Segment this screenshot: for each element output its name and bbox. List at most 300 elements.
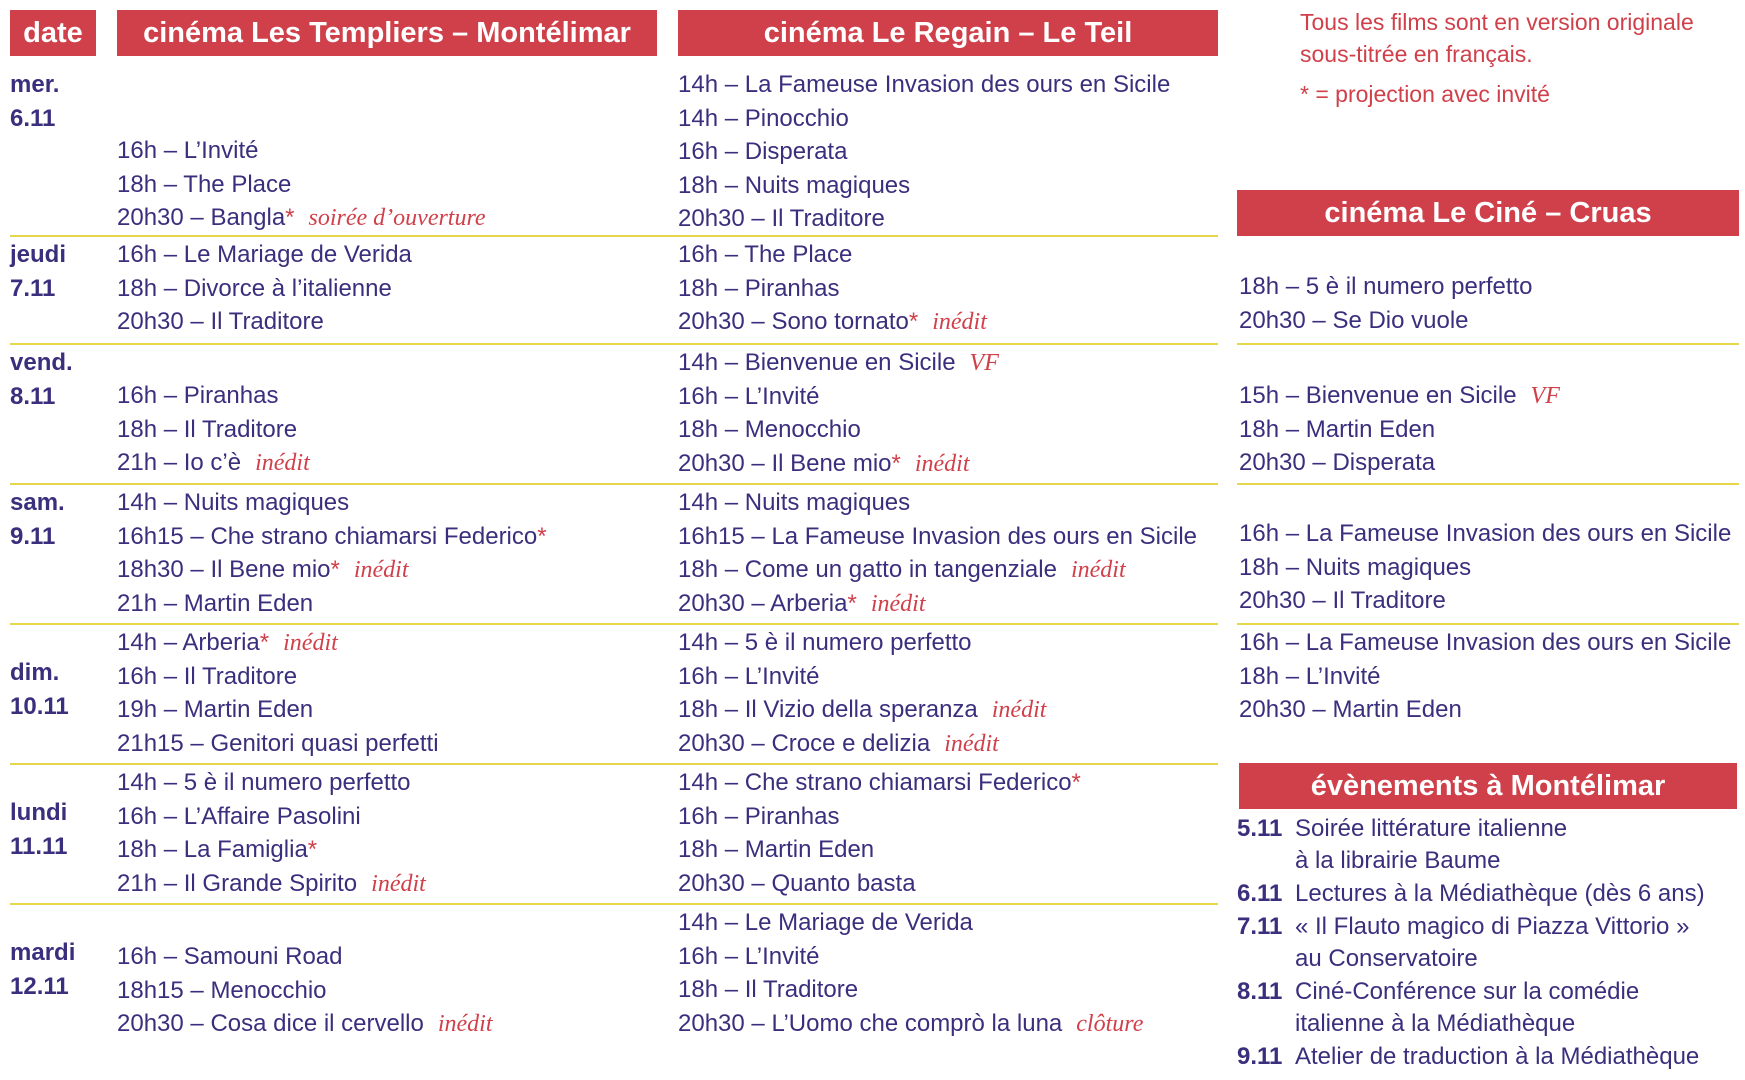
screening-tag: inédit: [944, 730, 999, 757]
column-cine: [1239, 626, 1731, 727]
screening-time: 16h: [117, 241, 158, 268]
column-regain: [678, 238, 987, 339]
screening: [117, 693, 439, 727]
screening-time: 16h15: [678, 522, 745, 550]
film-title: Sono tornato: [771, 308, 909, 335]
screening: [1239, 693, 1731, 727]
screening-tag: inédit: [1070, 557, 1126, 583]
film-title: Genitori quasi perfetti: [210, 729, 439, 757]
dash: –: [157, 869, 184, 897]
dash: –: [157, 449, 184, 476]
note-soustitre: sous-titrée en français.: [1300, 41, 1533, 67]
screening-time: 20h30: [1239, 587, 1306, 614]
screening-tag: VF: [1530, 383, 1560, 409]
column-regain: [678, 486, 1197, 620]
event-date: 7.11: [1237, 913, 1283, 940]
day-row: [0, 486, 1745, 624]
dash: –: [718, 942, 745, 970]
screening-time: 20h30: [678, 1009, 745, 1037]
film-title: L’Invité: [183, 137, 259, 164]
film-title: Che strano chiamarsi Federico: [210, 522, 538, 550]
header-date: date: [10, 10, 96, 56]
screening: [117, 974, 493, 1008]
day-date: 9.11: [10, 523, 56, 550]
screening: [117, 134, 486, 168]
screening-time: 18h: [678, 696, 719, 723]
film-title: Se Dio vuole: [1332, 306, 1469, 334]
screening-time: 18h30: [117, 556, 184, 583]
dash: –: [1305, 449, 1333, 476]
day-row: [0, 68, 1745, 236]
dash: –: [1279, 629, 1306, 656]
screening-time: 20h30: [678, 729, 745, 757]
dash: –: [183, 556, 211, 583]
guest-star: *: [847, 589, 857, 617]
film-title: Menocchio: [744, 416, 861, 443]
screening: [678, 413, 999, 447]
screening-tag: inédit: [353, 557, 409, 583]
event-item: [1237, 813, 1737, 877]
film-title: 5 è il numero perfetto: [744, 629, 972, 656]
film-title: 5 è il numero perfetto: [183, 769, 411, 796]
film-title: La Fameuse Invasion des ours en Sicile: [744, 71, 1171, 98]
dash: –: [718, 489, 745, 516]
film-title: Pinocchio: [744, 104, 849, 132]
screening: [1239, 446, 1560, 480]
event-text: Ciné-Conférence sur la comédie: [1295, 978, 1640, 1005]
day-label: [10, 936, 75, 1004]
film-title: L’Invité: [744, 942, 820, 970]
screening-time: 20h30: [117, 1010, 184, 1037]
screening-time: 19h: [117, 696, 158, 723]
day-label: [10, 346, 73, 414]
film-title: Divorce à l’italienne: [183, 274, 392, 302]
film-title: Piranhas: [183, 382, 279, 409]
event-item: [1237, 976, 1737, 1040]
day-label: [10, 656, 69, 724]
screening-time: 16h: [678, 382, 719, 410]
day-name: dim.: [10, 659, 60, 686]
film-title: La Famiglia: [183, 836, 308, 863]
dash: –: [183, 308, 211, 335]
film-title: Disperata: [1332, 449, 1436, 476]
dash: –: [718, 556, 745, 583]
screening: [117, 486, 547, 520]
screening-time: 14h: [678, 629, 719, 656]
film-title: Bienvenue en Sicile: [744, 349, 956, 376]
screening: [117, 587, 547, 621]
screening-tag: inédit: [437, 1011, 493, 1037]
screening: [117, 201, 486, 235]
event-text: au Conservatoire: [1295, 945, 1478, 972]
day-row: [0, 346, 1745, 484]
dash: –: [718, 171, 745, 199]
day-date: 6.11: [10, 105, 56, 132]
screening-time: 18h: [1239, 415, 1280, 443]
dash: –: [1279, 520, 1306, 547]
screening: [1239, 379, 1560, 413]
film-title: Il Traditore: [183, 415, 298, 443]
film-title: Bienvenue en Sicile: [1305, 382, 1517, 409]
dash: –: [1305, 587, 1333, 614]
screening-time: 18h: [1239, 273, 1280, 300]
film-title: The Place: [744, 241, 853, 268]
screening: [678, 102, 1170, 136]
event-date: 9.11: [1237, 1043, 1283, 1070]
screening-time: 16h: [678, 662, 719, 690]
day-date: 8.11: [10, 383, 56, 410]
dash: –: [157, 170, 184, 198]
guest-star: *: [891, 449, 901, 477]
day-name: lundi: [10, 799, 68, 826]
dash: –: [718, 71, 745, 98]
dash: –: [1279, 273, 1306, 300]
dash: –: [1305, 696, 1333, 723]
row-separator: [10, 623, 1218, 625]
film-title: Arberia: [770, 589, 848, 617]
screening: [117, 1007, 493, 1041]
dash: –: [1279, 553, 1306, 581]
screening-time: 16h15: [117, 522, 184, 550]
screening-time: 16h: [1239, 629, 1280, 656]
event-text: « Il Flauto magico di Piazza Vittorio »: [1295, 913, 1690, 940]
screening: [678, 380, 999, 414]
film-title: Disperata: [744, 138, 848, 165]
screening: [117, 766, 426, 800]
header-cine: cinéma Le Ciné – Cruas: [1237, 190, 1739, 236]
row-separator: [10, 483, 1218, 485]
film-title: Nuits magiques: [1305, 553, 1472, 581]
row-separator: [10, 235, 1218, 237]
column-regain: [678, 626, 1046, 760]
dash: –: [744, 449, 772, 477]
screening: [678, 238, 987, 272]
film-title: Piranhas: [744, 802, 840, 830]
screening: [117, 238, 412, 272]
dash: –: [183, 1010, 211, 1037]
screening: [117, 940, 493, 974]
dash: –: [718, 909, 745, 936]
screening-time: 20h30: [1239, 449, 1306, 476]
day-name: sam.: [10, 489, 65, 516]
film-title: Come un gatto in tangenziale: [744, 556, 1057, 583]
row-separator: [1237, 623, 1739, 625]
dash: –: [718, 976, 745, 1003]
screening-time: 18h: [117, 170, 158, 198]
screening-time: 20h30: [1239, 696, 1306, 723]
film-title: L’Invité: [744, 382, 820, 410]
header-evenements: évènements à Montélimar: [1239, 763, 1737, 809]
dash: –: [157, 943, 184, 970]
film-title: Nuits magiques: [744, 489, 911, 516]
dash: –: [157, 489, 184, 516]
film-title: L’Uomo che comprò la luna: [771, 1009, 1063, 1037]
screening-time: 14h: [678, 489, 719, 516]
day-name: mardi: [10, 939, 76, 966]
screening-time: 20h30: [678, 869, 745, 897]
row-separator: [10, 763, 1218, 765]
dash: –: [157, 415, 184, 443]
film-title: 5 è il numero perfetto: [1305, 273, 1533, 300]
guest-star: *: [259, 629, 270, 656]
dash: –: [718, 662, 745, 690]
day-date: 7.11: [10, 275, 56, 302]
screening: [678, 587, 1197, 621]
film-title: Menocchio: [210, 976, 327, 1004]
screening-time: 16h: [678, 802, 719, 830]
column-regain: [678, 68, 1170, 236]
column-cine: [1239, 517, 1731, 618]
screening-time: 14h: [678, 104, 719, 132]
event-text: Soirée littérature italienne: [1295, 815, 1568, 842]
screening-time: 16h: [1239, 520, 1280, 547]
day-date: 12.11: [10, 973, 69, 1000]
screening-time: 18h: [117, 415, 158, 443]
column-templiers: [117, 766, 426, 900]
note-vo: Tous les films sont en version originale: [1300, 9, 1694, 35]
event-text: Lectures à la Médiathèque (dès 6 ans): [1295, 880, 1705, 907]
screening-time: 18h: [117, 274, 158, 302]
film-title: Io c’è: [183, 449, 242, 476]
event-text: Atelier de traduction à la Médiathèque: [1295, 1043, 1700, 1070]
screening: [678, 68, 1170, 102]
dash: –: [718, 629, 745, 656]
screening-time: 18h: [678, 556, 719, 583]
screening-time: 18h: [117, 836, 158, 863]
day-label: [10, 486, 65, 554]
screening-tag: inédit: [371, 870, 426, 897]
dash: –: [157, 836, 184, 863]
column-templiers: [117, 134, 486, 235]
dash: –: [718, 138, 745, 165]
film-title: La Fameuse Invasion des ours en Sicile: [771, 522, 1198, 550]
event-item: [1237, 878, 1737, 910]
screening-time: 18h: [678, 976, 719, 1003]
dash: –: [718, 274, 745, 302]
screening-time: 21h15: [117, 729, 184, 757]
screening-time: 18h: [678, 171, 719, 199]
film-title: La Fameuse Invasion des ours en Sicile: [1305, 520, 1732, 547]
row-separator: [10, 903, 1218, 905]
screening: [678, 766, 1081, 800]
screening-time: 15h: [1239, 382, 1280, 409]
film-title: Il Traditore: [1332, 587, 1446, 614]
screening: [117, 379, 310, 413]
guest-star: *: [908, 308, 919, 335]
dash: –: [718, 349, 745, 376]
column-templiers: [117, 940, 493, 1041]
screening-time: 20h30: [117, 308, 184, 335]
screening-time: 16h: [117, 382, 158, 409]
film-title: Il Traditore: [183, 662, 298, 690]
column-templiers: [117, 238, 412, 339]
screening: [678, 940, 1143, 974]
screening: [117, 727, 439, 761]
dash: –: [744, 869, 772, 897]
screening-time: 20h30: [678, 205, 745, 232]
screening-time: 18h: [1239, 662, 1280, 690]
dash: –: [157, 662, 184, 690]
day-label: [10, 238, 66, 306]
screening-time: 16h: [117, 137, 158, 164]
dash: –: [157, 696, 184, 723]
screening-time: 16h: [678, 942, 719, 970]
film-title: Samouni Road: [183, 943, 343, 970]
screening: [678, 135, 1170, 169]
day-label: [10, 68, 59, 136]
screening-tag: inédit: [255, 450, 310, 476]
dash: –: [1279, 382, 1306, 409]
screening: [117, 553, 547, 587]
screening-time: 21h: [117, 869, 158, 897]
dash: –: [718, 104, 745, 132]
screening: [117, 800, 426, 834]
screening: [117, 660, 439, 694]
screening-time: 16h: [678, 138, 719, 165]
film-title: Martin Eden: [1332, 696, 1462, 723]
dash: –: [718, 241, 745, 268]
screening: [678, 305, 987, 339]
screening: [117, 867, 426, 901]
screening: [117, 305, 412, 339]
screening-time: 20h30: [678, 449, 745, 477]
dash: –: [718, 382, 745, 410]
screening: [678, 272, 987, 306]
column-templiers: [117, 626, 439, 760]
row-separator: [1237, 483, 1739, 485]
dash: –: [183, 522, 211, 550]
film-title: Piranhas: [744, 274, 840, 302]
event-date: 8.11: [1237, 978, 1283, 1005]
dash: –: [157, 589, 184, 617]
film-title: Il Bene mio: [771, 449, 892, 477]
column-cine: [1239, 379, 1560, 480]
dash: –: [157, 629, 183, 656]
screening-time: 14h: [117, 489, 158, 516]
column-templiers: [117, 379, 310, 480]
screening-time: 21h: [117, 589, 158, 617]
day-name: mer.: [10, 71, 60, 98]
day-name: vend.: [10, 349, 73, 376]
event-date: 6.11: [1237, 880, 1283, 907]
row-separator: [10, 343, 1218, 345]
screening-tag: inédit: [870, 590, 926, 617]
film-title: Nuits magiques: [183, 489, 350, 516]
screening-tag: clôture: [1076, 1010, 1144, 1037]
column-cine: [1239, 270, 1533, 337]
film-title: Quanto basta: [771, 869, 916, 897]
film-title: Le Mariage de Verida: [183, 241, 412, 268]
screening: [678, 693, 1046, 727]
film-title: Il Grande Spirito: [183, 869, 358, 897]
guest-star: *: [537, 522, 547, 550]
screening: [117, 520, 547, 554]
screening: [678, 626, 1046, 660]
dash: –: [1305, 306, 1333, 334]
dash: –: [157, 241, 184, 268]
screening: [1239, 584, 1731, 618]
film-title: L’Affaire Pasolini: [183, 802, 361, 830]
screening-time: 16h: [678, 241, 719, 268]
film-title: L’Invité: [1305, 662, 1381, 690]
screening-tag: VF: [969, 350, 999, 376]
film-title: Nuits magiques: [744, 171, 911, 199]
dash: –: [157, 137, 184, 164]
screening-time: 20h30: [1239, 306, 1306, 334]
film-title: Il Traditore: [771, 205, 885, 232]
screening-time: 18h15: [117, 976, 184, 1004]
column-regain: [678, 346, 999, 480]
screening-time: 14h: [117, 629, 158, 656]
screening: [1239, 270, 1533, 304]
dash: –: [718, 769, 745, 796]
day-name: jeudi: [10, 241, 67, 268]
screening-time: 21h: [117, 449, 158, 476]
guest-star: *: [307, 836, 318, 863]
screening: [678, 447, 999, 481]
screening: [678, 973, 1143, 1007]
screening-time: 18h: [678, 836, 719, 863]
event-date: 5.11: [1237, 815, 1283, 842]
screening-tag: inédit: [932, 309, 987, 335]
screening-tag: inédit: [914, 450, 970, 477]
screening: [117, 168, 486, 202]
dash: –: [718, 836, 745, 863]
screening-time: 20h30: [678, 589, 745, 617]
dash: –: [718, 696, 745, 723]
screening-time: 16h: [117, 802, 158, 830]
header-templiers: cinéma Les Templiers – Montélimar: [117, 10, 657, 56]
screening: [117, 446, 310, 480]
screening: [1239, 304, 1533, 338]
dash: –: [157, 802, 184, 830]
events-list: [1237, 813, 1737, 1074]
column-regain: [678, 766, 1081, 900]
film-title: Bangla: [210, 204, 286, 231]
dash: –: [718, 802, 745, 830]
screening: [1239, 660, 1731, 694]
note-star-legend: * = projection avec invité: [1300, 81, 1550, 107]
dash: –: [157, 382, 184, 409]
screening: [678, 906, 1143, 940]
film-title: L’Invité: [744, 662, 820, 690]
screening-time: 20h30: [678, 308, 745, 335]
day-date: 10.11: [10, 693, 69, 720]
dash: –: [744, 1009, 772, 1037]
film-title: Il Traditore: [210, 308, 324, 335]
screening: [1239, 626, 1731, 660]
film-title: Martin Eden: [1305, 415, 1436, 443]
day-row: [0, 238, 1745, 344]
screening: [678, 169, 1170, 203]
screening: [678, 800, 1081, 834]
header-regain: cinéma Le Regain – Le Teil: [678, 10, 1218, 56]
screening-tag: soirée d’ouverture: [308, 205, 486, 231]
screening: [678, 520, 1197, 554]
event-item: [1237, 911, 1737, 975]
dash: –: [183, 976, 211, 1004]
screening: [1239, 551, 1731, 585]
column-templiers: [117, 486, 547, 620]
screening-tag: inédit: [283, 630, 338, 656]
column-regain: [678, 906, 1143, 1040]
film-title: Il Traditore: [744, 976, 859, 1003]
screening-time: 14h: [678, 909, 719, 936]
film-title: Martin Eden: [744, 836, 875, 863]
dash: –: [157, 274, 184, 302]
film-title: Le Mariage de Verida: [744, 909, 973, 936]
film-title: Croce e delizia: [771, 729, 931, 757]
